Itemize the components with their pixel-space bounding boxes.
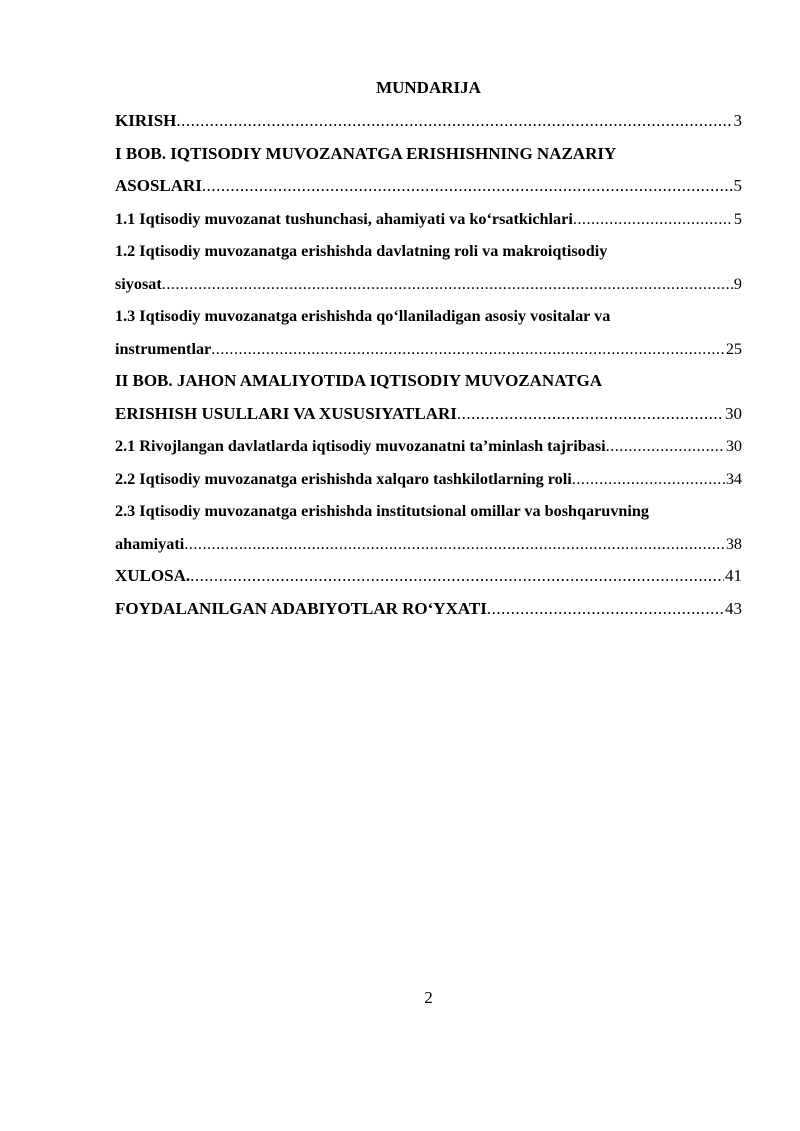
toc-entry-title: 2.2 Iqtisodiy muvozanatga erishishda xalqaro tashkilotlarning roli	[115, 469, 572, 488]
toc-entry-title-line: I BOB. IQTISODIY MUVOZANATGA ERISHISHNING NAZARIY	[115, 143, 617, 163]
dot-leader	[162, 271, 733, 297]
toc-entry-leader-line	[115, 206, 742, 239]
dot-leader	[211, 336, 725, 362]
toc-entry-title: instrumentlar	[115, 339, 212, 358]
toc-entry[interactable]	[115, 466, 742, 499]
toc-entry-leader-line	[115, 271, 742, 304]
toc-entry-title-line: 1.2 Iqtisodiy muvozanatga erishishda davlatning roli va makroiqtisodiy	[115, 242, 608, 260]
toc-entry-title-line: 1.3 Iqtisodiy muvozanatga erishishda qo‘llaniladigan asosiy vositalar va	[115, 307, 611, 325]
toc-entry-title-line: II BOB. JAHON AMALIYOTIDA IQTISODIY MUVOZANATGA	[115, 371, 603, 390]
dot-leader	[190, 563, 724, 589]
toc-entry-page: 3	[733, 111, 742, 130]
toc-entry-leader-line	[115, 173, 742, 206]
toc-entry-title: XULOSA.	[115, 566, 191, 585]
toc-entry-page: 34	[725, 469, 742, 488]
toc-entry-page: 43	[725, 598, 742, 618]
toc-entry-title: ERISHISH USULLARI VA XUSUSIYATLARI	[115, 403, 457, 423]
toc-entry-page: 30	[725, 403, 742, 423]
toc-entry[interactable]	[115, 433, 742, 466]
toc-entry-leader-line	[115, 596, 742, 629]
toc-entry[interactable]	[115, 596, 742, 629]
toc-entry-leader-line	[115, 466, 742, 499]
toc-entry[interactable]	[115, 368, 742, 433]
toc-entry[interactable]	[115, 563, 742, 596]
toc-entry-title: KIRISH	[115, 111, 177, 130]
dot-leader	[202, 173, 733, 199]
table-of-contents	[115, 108, 742, 628]
toc-entry-title-line: 2.3 Iqtisodiy muvozanatga erishishda institutsional omillar va boshqaruvning	[115, 502, 650, 520]
toc-entry-title: ASOSLARI	[115, 176, 202, 195]
toc-entry-leader-line	[115, 563, 742, 596]
toc-entry-page: 9	[733, 274, 742, 293]
toc-entry[interactable]	[115, 108, 742, 141]
toc-entry[interactable]	[115, 238, 742, 303]
toc-entry-title: 1.1 Iqtisodiy muvozanat tushunchasi, ahamiyati va ko‘rsatkichlari	[115, 209, 573, 228]
toc-entry-leader-line	[115, 108, 742, 141]
toc-entry-page: 5	[733, 209, 742, 228]
page-number: 2	[424, 988, 433, 1007]
toc-entry-page: 30	[725, 437, 742, 455]
dot-leader	[457, 401, 724, 427]
toc-entry-leader-line	[115, 336, 742, 369]
dot-leader	[176, 108, 732, 134]
toc-entry-page: 5	[733, 176, 742, 195]
toc-entry-leader-line	[115, 433, 742, 466]
toc-entry-title: 2.1 Rivojlangan davlatlarda iqtisodiy muvozanatni ta’minlash tajribasi	[115, 437, 606, 455]
dot-leader	[487, 596, 724, 622]
dot-leader	[572, 466, 725, 492]
toc-entry-page: 41	[725, 566, 742, 585]
document-title: MUNDARIJA	[376, 78, 481, 97]
toc-entry-page: 25	[725, 339, 742, 358]
dot-leader	[573, 206, 733, 232]
dot-leader	[606, 433, 725, 459]
toc-entry[interactable]	[115, 206, 742, 239]
dot-leader	[184, 531, 725, 557]
toc-entry[interactable]	[115, 141, 742, 206]
toc-entry-leader-line	[115, 531, 742, 564]
toc-entry-title: FOYDALANILGAN ADABIYOTLAR RO‘YXATI	[115, 598, 487, 618]
toc-entry-leader-line	[115, 401, 742, 434]
toc-entry[interactable]	[115, 498, 742, 563]
toc-entry-title: ahamiyati	[115, 534, 185, 553]
toc-entry[interactable]	[115, 303, 742, 368]
toc-entry-page: 38	[725, 534, 742, 553]
toc-entry-title: siyosat	[115, 274, 162, 293]
